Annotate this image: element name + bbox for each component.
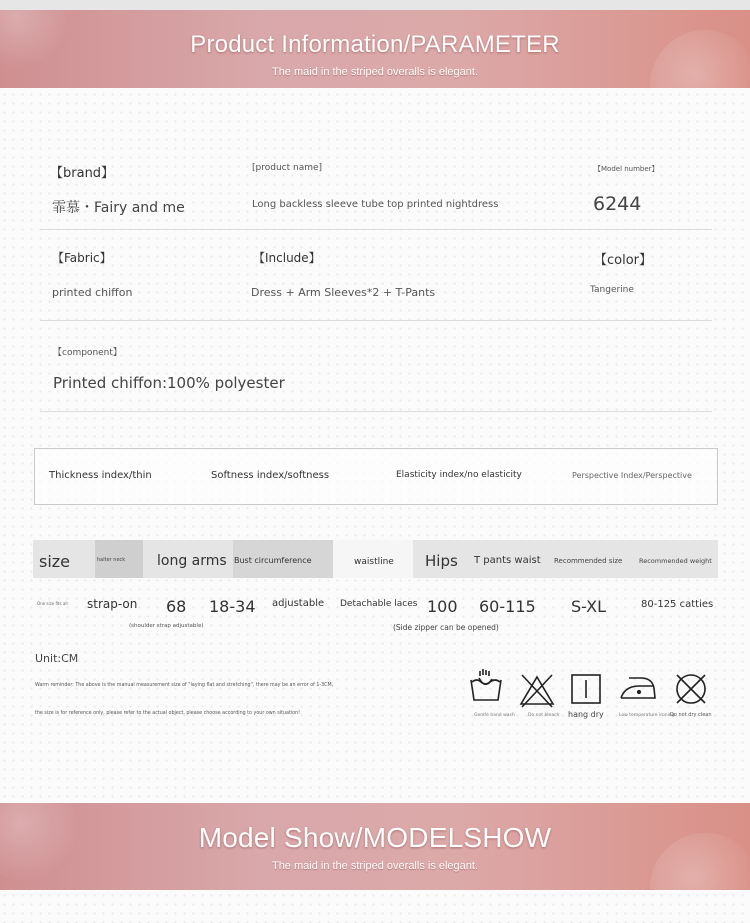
top-strip: [0, 0, 750, 10]
size-table-header: [33, 540, 718, 578]
reminder-line-2: the size is for reference only, please refer to the actual object, please choose according to your own situation!: [35, 711, 301, 716]
header-recommended-weight: Recommended weight: [639, 557, 712, 565]
header-size: size: [39, 552, 71, 571]
zipper-note: (Side zipper can be opened): [393, 623, 499, 632]
parameter-banner: [0, 10, 750, 88]
reminder-line-1: Warm reminder: The above is the manual measurement size of "laying flat and stretching", there may be an error of 1-3CM,: [35, 683, 334, 688]
fabric-value: printed chiffon: [52, 286, 133, 299]
cell-bust-adjustable: adjustable: [272, 598, 325, 609]
hang-dry-icon: [570, 673, 602, 705]
hang-dry-label: hang dry: [568, 710, 604, 719]
cell-bust: 18-34: [209, 597, 256, 616]
header-t-pants-waist: T pants waist: [474, 555, 541, 566]
no-dry-clean-label: Do not dry clean: [670, 712, 712, 718]
cell-waistline: Detachable laces: [340, 599, 418, 609]
cell-hips: 100: [427, 597, 458, 616]
iron-icon: [619, 674, 657, 702]
banner-subtitle: The maid in the striped overalls is elegant.: [271, 66, 479, 78]
banner-title: Model Show/MODELSHOW: [198, 822, 552, 853]
product-name-label: [product name]: [252, 163, 323, 173]
softness-index: Softness index/softness: [211, 470, 330, 481]
shoulder-note: (shoulder strap adjustable): [129, 623, 204, 629]
color-label: 【color】: [594, 253, 653, 268]
hand-wash-icon: [468, 668, 504, 704]
iron-label: Low temperature ironing: [619, 713, 675, 718]
cell-t-pants-waist: 60-115: [479, 597, 536, 616]
cell-halter-neck: strap-on: [87, 597, 138, 611]
model-number-label: 【Model number】: [594, 165, 659, 173]
color-value: Tangerine: [590, 285, 634, 295]
divider: [40, 320, 712, 321]
header-waistline: waistline: [354, 557, 394, 567]
header-bust: Bust circumference: [234, 556, 312, 565]
thickness-index: Thickness index/thin: [49, 470, 152, 481]
cell-size: One size fits all: [37, 601, 68, 606]
banner-title: Product Information/PARAMETER: [190, 31, 560, 58]
hand-wash-label: Gentle hand wash: [474, 713, 515, 718]
no-bleach-label: Do not bleach: [528, 713, 560, 718]
unit-label: Unit:CM: [35, 652, 79, 665]
perspective-index: Perspective Index/Perspective: [572, 471, 692, 480]
include-value: Dress + Arm Sleeves*2 + T-Pants: [251, 286, 436, 299]
header-hips: Hips: [425, 552, 458, 570]
model-show-banner: [0, 803, 750, 890]
banner-subtitle: The maid in the striped overalls is elegant.: [271, 860, 479, 872]
index-box: [34, 448, 718, 505]
header-long-arms: long arms: [157, 553, 227, 569]
component-label: 【component】: [53, 348, 122, 358]
cell-recommended-weight: 80-125 catties: [641, 599, 714, 610]
cell-long-arms: 68: [166, 597, 187, 616]
product-name-value: Long backless sleeve tube top printed nightdress: [252, 199, 499, 210]
elasticity-index: Elasticity index/no elasticity: [396, 470, 522, 480]
cell-recommended-size: S-XL: [571, 597, 607, 616]
brand-label: 【brand】: [50, 166, 115, 181]
header-halter-neck: halter neck: [97, 557, 126, 563]
divider: [40, 411, 712, 412]
model-number-value: 6244: [593, 193, 642, 215]
no-dry-clean-icon: [673, 671, 709, 707]
include-label: 【Include】: [253, 251, 321, 265]
no-bleach-icon: [519, 672, 555, 708]
fabric-label: 【Fabric】: [52, 251, 112, 265]
header-recommended-size: Recommended size: [554, 557, 623, 565]
component-value: Printed chiffon:100% polyester: [53, 374, 285, 392]
brand-value: 霏慕・Fairy and me: [52, 200, 185, 216]
divider: [40, 229, 712, 230]
